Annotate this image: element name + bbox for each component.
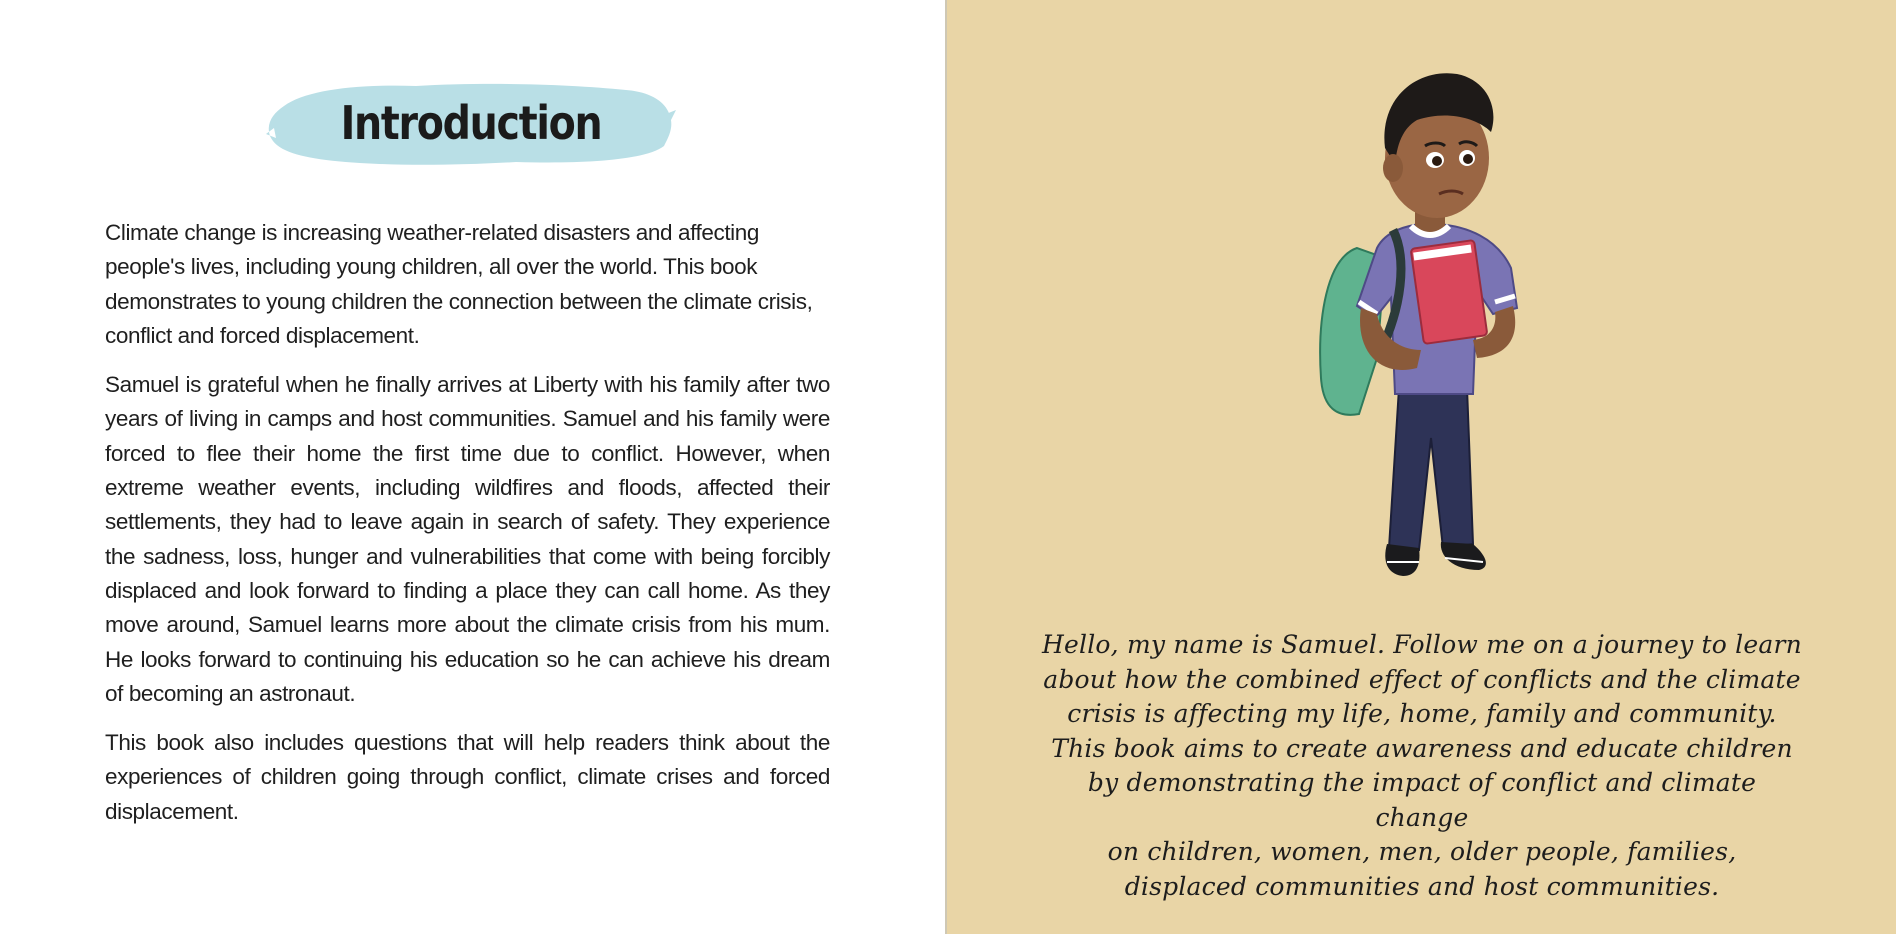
title-banner [266,76,676,170]
intro-body [105,216,830,844]
caption-line: crisis is affecting my life, home, family and community. [1067,699,1777,728]
intro-paragraph-1: Climate change is increasing weather-related disasters and affecting people's lives, including young children, all over the world. This book demonstrates to young children the connection between the climate crisis, conflict and forced displacement. [105,220,813,348]
boy-with-backpack-and-book-illustration [1307,58,1567,618]
caption-line: by demonstrating the impact of conflict and climate change [1087,768,1757,832]
caption-line: displaced communities and host communities. [1124,871,1720,901]
left-page [0,0,945,934]
caption-line: Hello, my name is Samuel. Follow me on a journey to learn [1042,630,1802,659]
samuel-introduction-caption [1042,628,1802,904]
right-page [947,0,1896,934]
intro-paragraph-3: This book also includes questions that will help readers think about the experiences of children going through conflict, climate crises and forced displacement. [105,730,830,824]
caption-line: This book aims to create awareness and educate children [1051,733,1793,763]
caption-line: about how the combined effect of conflicts and the climate [1043,664,1801,694]
caption-line: on children, women, men, older people, families, [1107,837,1737,866]
intro-paragraph-2: Samuel is grateful when he finally arrives at Liberty with his family after two years of living in camps and host communities. Samuel and his family were forced to flee their home the first time due to conflict. However, when extreme weather events, including wildfires and floods, affected their settlements, they had to leave again in search of safety. They experience the sadness, loss, hunger and vulnerabilities that come with being forcibly displaced and look forward to finding a place they can call home. As they move around, Samuel learns more about the climate crisis from his mum. He looks forward to continuing his education so he can achieve his dream of becoming an astronaut. [105,372,830,706]
page-title: Introduction [340,96,602,150]
